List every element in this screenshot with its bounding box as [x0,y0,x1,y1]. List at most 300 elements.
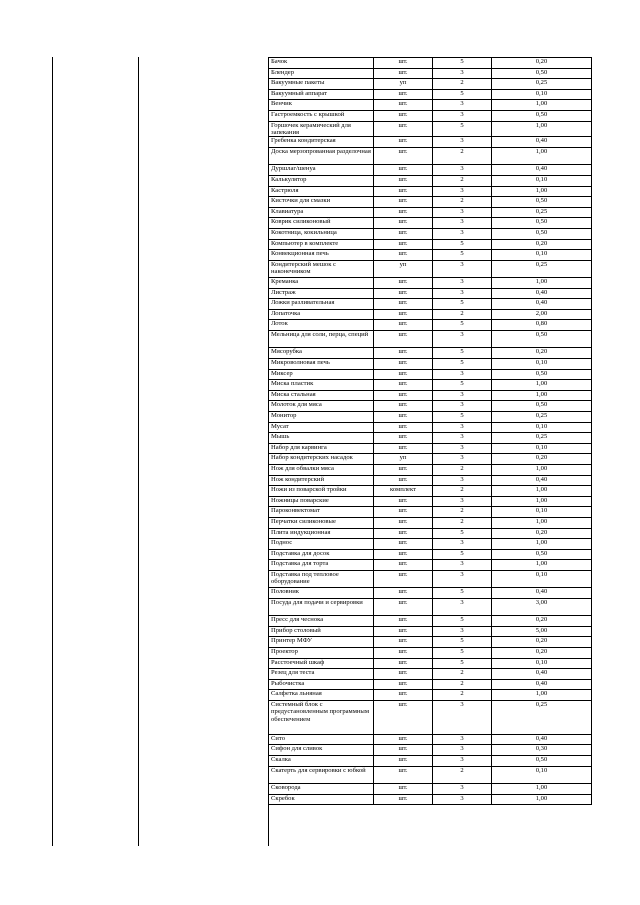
table-row [269,100,592,111]
item-value: 1,00 [492,690,592,701]
item-unit: шт. [374,309,433,320]
item-name: Доска мерзопрованная разделочная [269,147,374,164]
item-quantity: 2 [433,766,492,783]
item-quantity: 3 [433,454,492,465]
item-unit: шт. [374,549,433,560]
item-name: Мышь [269,433,374,444]
item-name: Нож кондитерский [269,475,374,486]
item-quantity: 5 [433,412,492,423]
item-name: Рыбочистка [269,679,374,690]
table-row [269,507,592,518]
item-name: Резец для теста [269,669,374,680]
item-unit: шт. [374,331,433,348]
item-quantity: 3 [433,68,492,79]
item-quantity: 3 [433,369,492,380]
item-quantity: 3 [433,186,492,197]
item-unit: шт. [374,539,433,550]
item-value: 0,30 [492,745,592,756]
item-quantity: 3 [433,756,492,767]
item-quantity: 3 [433,331,492,348]
item-value: 0,40 [492,679,592,690]
item-unit: шт. [374,701,433,735]
table-row [269,239,592,250]
item-quantity: 5 [433,588,492,599]
item-unit: шт. [374,658,433,669]
item-value: 0,40 [492,288,592,299]
item-unit: шт. [374,390,433,401]
item-quantity: 3 [433,422,492,433]
table-row [269,745,592,756]
item-unit: шт. [374,616,433,627]
item-value: 0,10 [492,766,592,783]
table-row [269,380,592,391]
table-row [269,68,592,79]
table-row [269,784,592,795]
item-unit: шт. [374,175,433,186]
table-row [269,197,592,208]
table-row [269,539,592,550]
item-value: 0,20 [492,348,592,359]
table-row [269,679,592,690]
item-unit: шт. [374,626,433,637]
item-value: 1,00 [492,794,592,805]
item-name: Сифон для сливок [269,745,374,756]
table-row [269,110,592,121]
table-row [269,218,592,229]
item-unit: шт. [374,784,433,795]
item-name: Подставка для торта [269,560,374,571]
item-name: Конвекционная печь [269,250,374,261]
item-value: 1,00 [492,186,592,197]
item-quantity: 3 [433,560,492,571]
item-value: 0,50 [492,369,592,380]
item-unit: шт. [374,570,433,587]
item-name: Гастроемкость с крышкой [269,110,374,121]
item-value: 0,25 [492,79,592,90]
item-name: Бачок [269,58,374,69]
item-unit: шт. [374,359,433,370]
item-quantity: 2 [433,147,492,164]
item-quantity: 3 [433,390,492,401]
table-row [269,486,592,497]
item-unit: шт. [374,380,433,391]
item-quantity: 3 [433,228,492,239]
item-unit: шт. [374,278,433,289]
item-name: Вакуумные пакеты [269,79,374,90]
item-value: 0,20 [492,637,592,648]
table-row [269,260,592,277]
item-unit: шт. [374,560,433,571]
item-unit: шт. [374,197,433,208]
item-unit: шт. [374,464,433,475]
item-name: Ложки разливательная [269,299,374,310]
table-row [269,475,592,486]
table-row [269,598,592,615]
left-column-border [138,57,139,846]
item-name: Скалка [269,756,374,767]
item-unit: шт. [374,250,433,261]
item-value: 0,40 [492,299,592,310]
table-row [269,517,592,528]
table-row [269,756,592,767]
item-name: Микроволновая печь [269,359,374,370]
item-quantity: 3 [433,794,492,805]
item-value: 1,00 [492,486,592,497]
item-value: 0,40 [492,588,592,599]
item-quantity: 5 [433,528,492,539]
table-row [269,369,592,380]
item-unit: шт. [374,121,433,137]
item-quantity: 2 [433,486,492,497]
item-value: 0,25 [492,412,592,423]
item-quantity: 3 [433,496,492,507]
item-quantity: 5 [433,648,492,659]
table-row [269,464,592,475]
item-quantity: 5 [433,299,492,310]
table-row [269,299,592,310]
item-value: 1,00 [492,539,592,550]
item-unit: шт. [374,422,433,433]
item-quantity: 3 [433,401,492,412]
table-row [269,433,592,444]
item-quantity: 3 [433,745,492,756]
item-unit: шт. [374,288,433,299]
table-row [269,794,592,805]
item-quantity: 3 [433,598,492,615]
table-row [269,570,592,587]
item-quantity: 3 [433,260,492,277]
table-row [269,616,592,627]
item-value: 0,80 [492,320,592,331]
item-unit: шт. [374,507,433,518]
item-value: 0,20 [492,648,592,659]
item-value: 1,00 [492,517,592,528]
item-unit: шт. [374,766,433,783]
item-value: 0,50 [492,218,592,229]
item-value: 0,10 [492,658,592,669]
item-unit: шт. [374,110,433,121]
item-value: 1,00 [492,464,592,475]
item-value: 0,20 [492,454,592,465]
item-quantity: 3 [433,784,492,795]
item-quantity: 3 [433,100,492,111]
item-name: Клавиатура [269,207,374,218]
item-unit: шт. [374,100,433,111]
item-unit: шт. [374,679,433,690]
item-unit: шт. [374,320,433,331]
item-value: 0,50 [492,197,592,208]
item-name: Калькулятор [269,175,374,186]
table-row [269,331,592,348]
item-name: Набор кондитерских насадок [269,454,374,465]
item-quantity: 2 [433,517,492,528]
item-quantity: 2 [433,79,492,90]
item-value: 0,20 [492,616,592,627]
table-row [269,690,592,701]
item-name: Принтер МФУ [269,637,374,648]
item-quantity: 3 [433,443,492,454]
item-name: Подставка под тепловое оборудование [269,570,374,587]
item-name: Креманка [269,278,374,289]
item-name: Скатерть для сервировки с юбкой [269,766,374,783]
item-quantity: 5 [433,121,492,137]
item-name: Перчатки силиконовые [269,517,374,528]
item-unit: шт. [374,401,433,412]
item-name: Салфетка льняная [269,690,374,701]
item-unit: шт. [374,745,433,756]
item-unit: шт. [374,443,433,454]
table-row [269,496,592,507]
item-value: 1,00 [492,147,592,164]
table-row [269,637,592,648]
table-row [269,734,592,745]
item-name: Миска стальная [269,390,374,401]
item-name: Набор для карвинга [269,443,374,454]
item-unit: уп [374,79,433,90]
item-unit: шт. [374,299,433,310]
item-name: Молоток для мяса [269,401,374,412]
item-name: Монитор [269,412,374,423]
table-row [269,348,592,359]
item-unit: шт. [374,228,433,239]
item-quantity: 2 [433,175,492,186]
item-quantity: 5 [433,348,492,359]
item-unit: шт. [374,517,433,528]
item-quantity: 5 [433,359,492,370]
item-name: Нож для обвалки мяса [269,464,374,475]
item-name: Кондитерский мешок с наконечником [269,260,374,277]
item-value: 0,50 [492,68,592,79]
item-unit: шт. [374,412,433,423]
item-value: 0,50 [492,331,592,348]
item-value: 0,40 [492,165,592,176]
item-quantity: 2 [433,309,492,320]
table-row [269,658,592,669]
table-row [269,137,592,148]
table-row [269,454,592,465]
item-value: 1,00 [492,390,592,401]
table-row [269,175,592,186]
item-unit: уп [374,260,433,277]
item-quantity: 3 [433,137,492,148]
item-name: Лоток [269,320,374,331]
item-unit: шт. [374,186,433,197]
item-name: Листраж [269,288,374,299]
item-name: Ножницы поварские [269,496,374,507]
item-quantity: 3 [433,218,492,229]
left-column-border [52,57,53,846]
table-row [269,412,592,423]
item-quantity: 5 [433,58,492,69]
item-quantity: 5 [433,250,492,261]
table-row [269,79,592,90]
item-unit: шт. [374,794,433,805]
item-name: Кокотница, кокильница [269,228,374,239]
item-value: 0,50 [492,401,592,412]
item-value: 0,40 [492,475,592,486]
item-name: Подставка для досок [269,549,374,560]
table-row [269,147,592,164]
item-quantity: 2 [433,679,492,690]
table-row [269,288,592,299]
item-quantity: 5 [433,380,492,391]
table-row [269,207,592,218]
item-unit: шт. [374,239,433,250]
equipment-table [268,57,592,805]
item-unit: шт. [374,147,433,164]
table-row [269,186,592,197]
item-name: Половник [269,588,374,599]
item-name: Пресс для чеснока [269,616,374,627]
item-name: Коврик силиконовый [269,218,374,229]
table-row [269,648,592,659]
item-quantity: 3 [433,165,492,176]
table-row [269,250,592,261]
item-unit: шт. [374,58,433,69]
item-unit: шт. [374,734,433,745]
table-row [269,626,592,637]
item-name: Пароконвектомат [269,507,374,518]
item-value: 0,50 [492,110,592,121]
item-name: Скребок [269,794,374,805]
item-name: Проектор [269,648,374,659]
item-quantity: 2 [433,464,492,475]
item-value: 0,25 [492,701,592,735]
item-quantity: 3 [433,288,492,299]
item-quantity: 2 [433,669,492,680]
table-row [269,588,592,599]
item-unit: шт. [374,369,433,380]
table-row [269,401,592,412]
item-quantity: 5 [433,549,492,560]
item-name: Расстоечный шкаф [269,658,374,669]
table-row [269,121,592,137]
item-quantity: 5 [433,637,492,648]
item-unit: шт. [374,218,433,229]
item-unit: шт. [374,588,433,599]
item-unit: шт. [374,433,433,444]
item-quantity: 3 [433,207,492,218]
item-name: Мельница для соли, перца, специй [269,331,374,348]
item-name: Венчик [269,100,374,111]
item-value: 1,00 [492,496,592,507]
item-value: 0,25 [492,433,592,444]
item-name: Системный блок с предустановленным программным обеспечением [269,701,374,735]
item-quantity: 5 [433,320,492,331]
item-value: 0,20 [492,239,592,250]
item-unit: шт. [374,348,433,359]
item-quantity: 3 [433,475,492,486]
item-value: 0,50 [492,756,592,767]
item-value: 0,10 [492,250,592,261]
table-row [269,278,592,289]
item-value: 1,00 [492,380,592,391]
item-value: 1,00 [492,100,592,111]
item-value: 0,40 [492,137,592,148]
table-row [269,309,592,320]
item-value: 0,10 [492,570,592,587]
table-row [269,165,592,176]
item-value: 2,00 [492,309,592,320]
item-value: 0,25 [492,260,592,277]
item-value: 1,00 [492,560,592,571]
item-name: Мусат [269,422,374,433]
item-value: 0,10 [492,175,592,186]
item-unit: шт. [374,690,433,701]
item-name: Ножи из поварской тройки [269,486,374,497]
item-name: Сито [269,734,374,745]
item-value: 0,40 [492,734,592,745]
item-quantity: 3 [433,734,492,745]
item-quantity: 3 [433,433,492,444]
table-row [269,669,592,680]
item-quantity: 2 [433,197,492,208]
item-value: 0,40 [492,669,592,680]
item-value: 0,20 [492,528,592,539]
item-unit: шт. [374,207,433,218]
item-value: 3,00 [492,598,592,615]
item-unit: шт. [374,648,433,659]
item-name: Горшочек керамический для запекания [269,121,374,137]
item-unit: шт. [374,137,433,148]
item-quantity: 3 [433,110,492,121]
item-unit: шт. [374,528,433,539]
item-name: Кисточки для смазки [269,197,374,208]
item-name: Миска пластик [269,380,374,391]
item-name: Мясорубка [269,348,374,359]
item-quantity: 3 [433,701,492,735]
table-row [269,422,592,433]
item-quantity: 2 [433,690,492,701]
item-unit: шт. [374,637,433,648]
table-row [269,701,592,735]
item-quantity: 3 [433,539,492,550]
item-quantity: 3 [433,278,492,289]
item-value: 0,10 [492,422,592,433]
item-unit: шт. [374,756,433,767]
item-quantity: 5 [433,616,492,627]
table-row [269,359,592,370]
table-row [269,549,592,560]
item-value: 1,00 [492,121,592,137]
item-value: 0,50 [492,228,592,239]
table-row [269,89,592,100]
item-value: 0,10 [492,359,592,370]
item-name: Дуршлаг/шенуа [269,165,374,176]
item-unit: шт. [374,475,433,486]
item-quantity: 5 [433,239,492,250]
item-name: Вакуумный аппарат [269,89,374,100]
item-name: Гребенка кондитерская [269,137,374,148]
item-name: Прибор столовый [269,626,374,637]
item-name: Поднос [269,539,374,550]
table-row [269,443,592,454]
item-name: Посуда для подачи и сервировки [269,598,374,615]
table-row [269,228,592,239]
item-unit: шт. [374,669,433,680]
item-name: Плита индукционная [269,528,374,539]
item-unit: шт. [374,598,433,615]
table-row [269,320,592,331]
item-value: 1,00 [492,784,592,795]
item-value: 5,00 [492,626,592,637]
item-unit: уп [374,454,433,465]
item-name: Компьютер в комплекте [269,239,374,250]
item-value: 0,25 [492,207,592,218]
item-quantity: 3 [433,626,492,637]
item-quantity: 5 [433,658,492,669]
item-name: Сковорода [269,784,374,795]
